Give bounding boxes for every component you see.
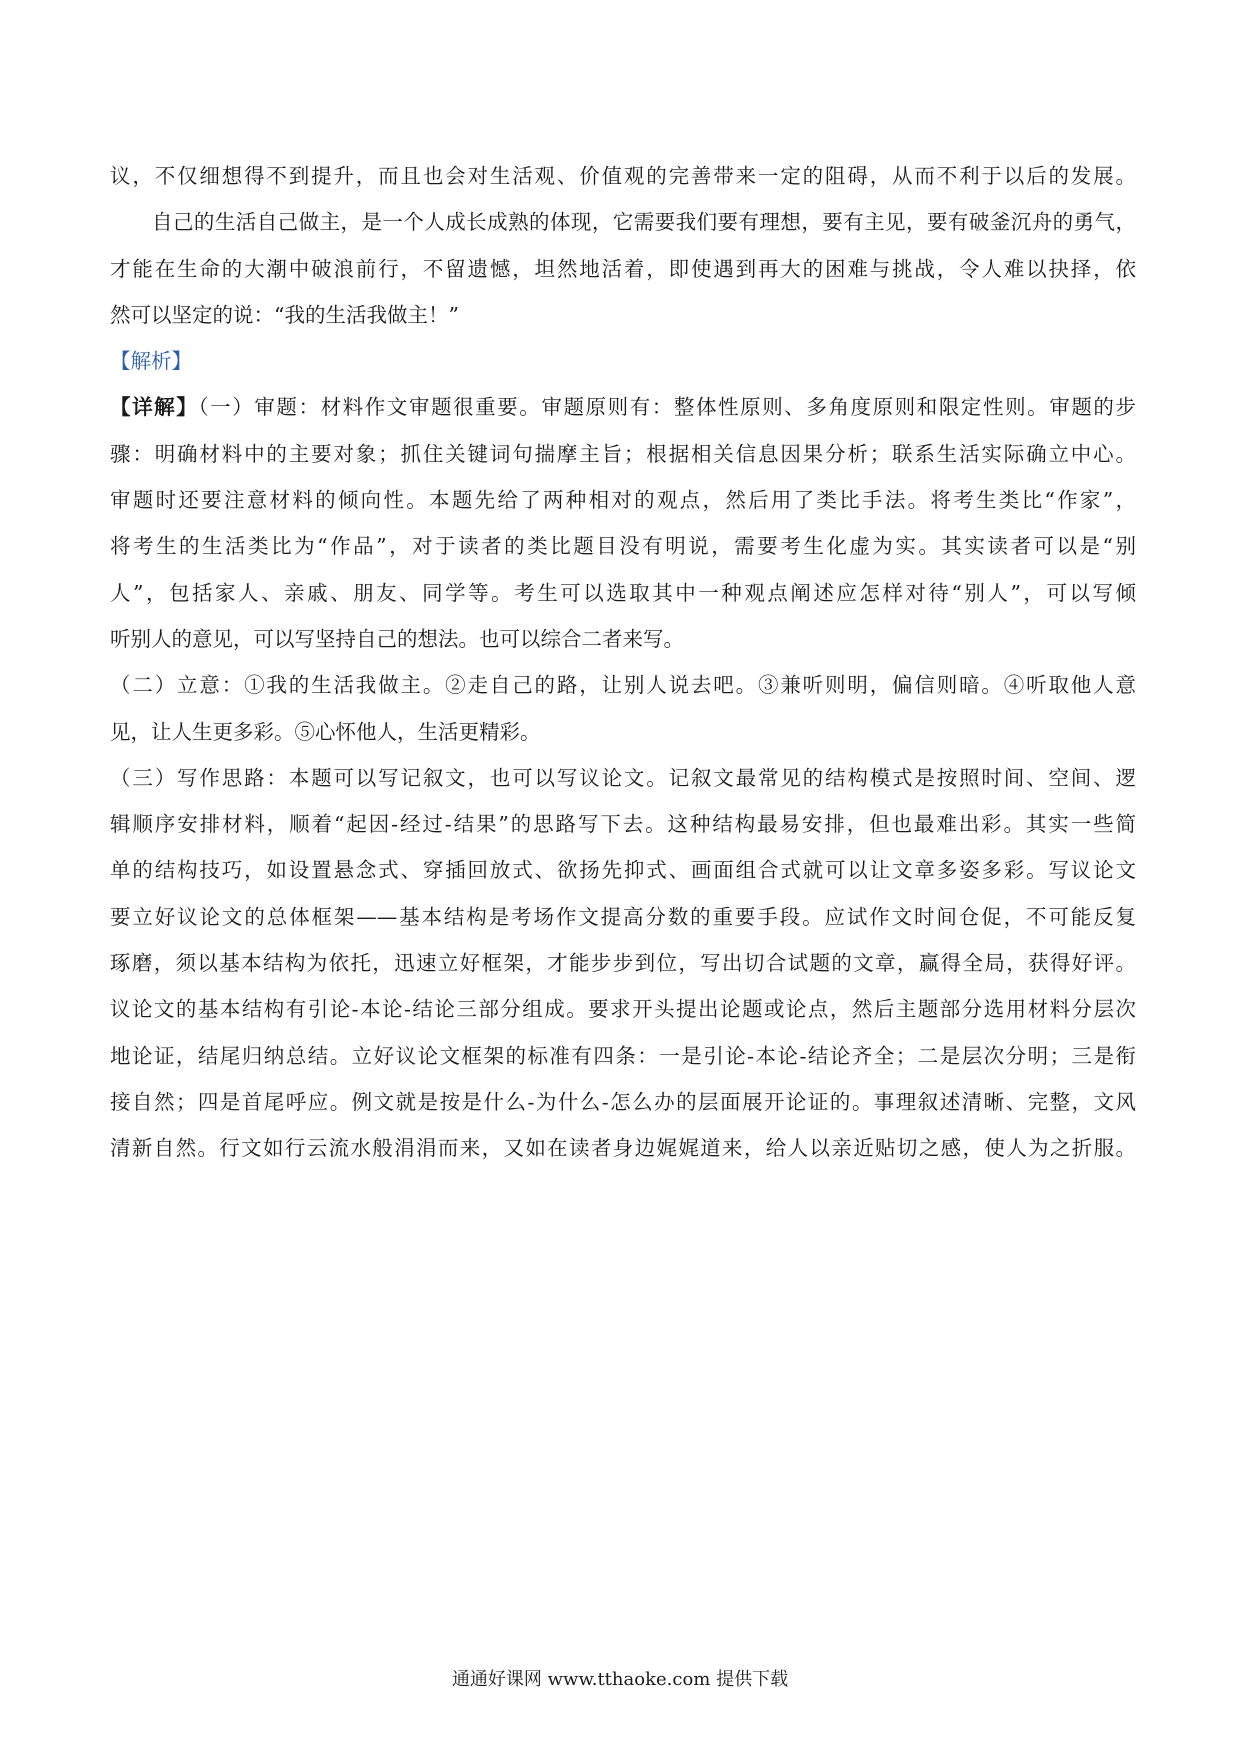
theme-line: 见，让人生更多彩。⑤心怀他人，生活更精彩。	[110, 719, 541, 744]
writing-line: 议论文的基本结构有引论-本论-结论三部分组成。要求开头提出论题或论点，然后主题部分选用材料分层次	[110, 997, 1136, 1022]
essay-line: 然可以坚定的说：“我的生活我做主！”	[110, 302, 459, 327]
analysis-heading: 【解析】	[110, 349, 192, 374]
writing-line: （三）写作思路：本题可以写记叙文，也可以写议论文。记叙文最常见的结构模式是按照时间、空间、逻	[110, 765, 1136, 790]
writing-line: 地论证，结尾归纳总结。立好议论文框架的标准有四条：一是引论-本论-结论齐全；二是层次分明；三是衔	[110, 1043, 1136, 1068]
detail-line: 骤：明确材料中的主要对象；抓住关键词句揣摩主旨；根据相关信息因果分析；联系生活实际确立中心。	[110, 441, 1136, 466]
detail-first-line	[110, 384, 1136, 430]
detail-line: 将考生的生活类比为“作品”，对于读者的类比题目没有明说，需要考生化虚为实。其实读者可以是“别	[110, 534, 1136, 559]
detail-line: 人”，包括家人、亲戚、朋友、同学等。考生可以选取其中一种观点阐述应怎样对待“别人”，可以写倾	[110, 580, 1136, 605]
detail-line: 审题时还要注意材料的倾向性。本题先给了两种相对的观点，然后用了类比手法。将考生类比“作家”，	[110, 488, 1136, 513]
writing-line: 要立好议论文的总体框架——基本结构是考场作文提高分数的重要手段。应试作文时间仓促，不可能反复	[110, 904, 1136, 929]
document-body	[110, 153, 1136, 1172]
essay-line: 议，不仅细想得不到提升，而且也会对生活观、价值观的完善带来一定的阻碍，从而不利于以后的发展。	[110, 164, 1136, 188]
page-footer: 通通好课网 www.tthaoke.com 提供下载	[451, 1669, 789, 1690]
essay-line: 才能在生命的大潮中破浪前行，不留遗憾，坦然地活着，即使遇到再大的困难与挑战，令人难以抉择，依	[110, 256, 1136, 281]
writing-line: 琢磨，须以基本结构为依托，迅速立好框架，才能步步到位，写出切合试题的文章，赢得全局，获得好评。	[110, 951, 1136, 976]
writing-line: 清新自然。行文如行云流水般涓涓而来，又如在读者身边娓娓道来，给人以亲近贴切之感，使人为之折服。	[110, 1136, 1136, 1161]
detail-line: 听别人的意见，可以写坚持自己的想法。也可以综合二者来写。	[110, 626, 684, 651]
writing-line: 辑顺序安排材料，顺着“起因-经过-结果”的思路写下去。这种结构最易安排，但也最难出彩。其实一些简	[110, 812, 1136, 837]
theme-line: （二）立意：①我的生活我做主。②走自己的路，让别人说去吧。③兼听则明，偏信则暗。④听取他人意	[110, 673, 1136, 698]
detail-tag: 【详解】	[110, 395, 199, 420]
writing-line: 单的结构技巧，如设置悬念式、穿插回放式、欲扬先抑式、画面组合式就可以让文章多姿多彩。写议论文	[110, 858, 1136, 883]
writing-line: 接自然；四是首尾呼应。例文就是按是什么-为什么-怎么办的层面展开论证的。事理叙述清晰、完整，文风	[110, 1089, 1136, 1114]
essay-line: 自己的生活自己做主，是一个人成长成熟的体现，它需要我们要有理想，要有主见，要有破釜沉舟的勇气，	[152, 210, 1136, 235]
detail-text: （一）审题：材料作文审题很重要。审题原则有：整体性原则、多角度原则和限定性则。审题的步	[198, 395, 1136, 420]
